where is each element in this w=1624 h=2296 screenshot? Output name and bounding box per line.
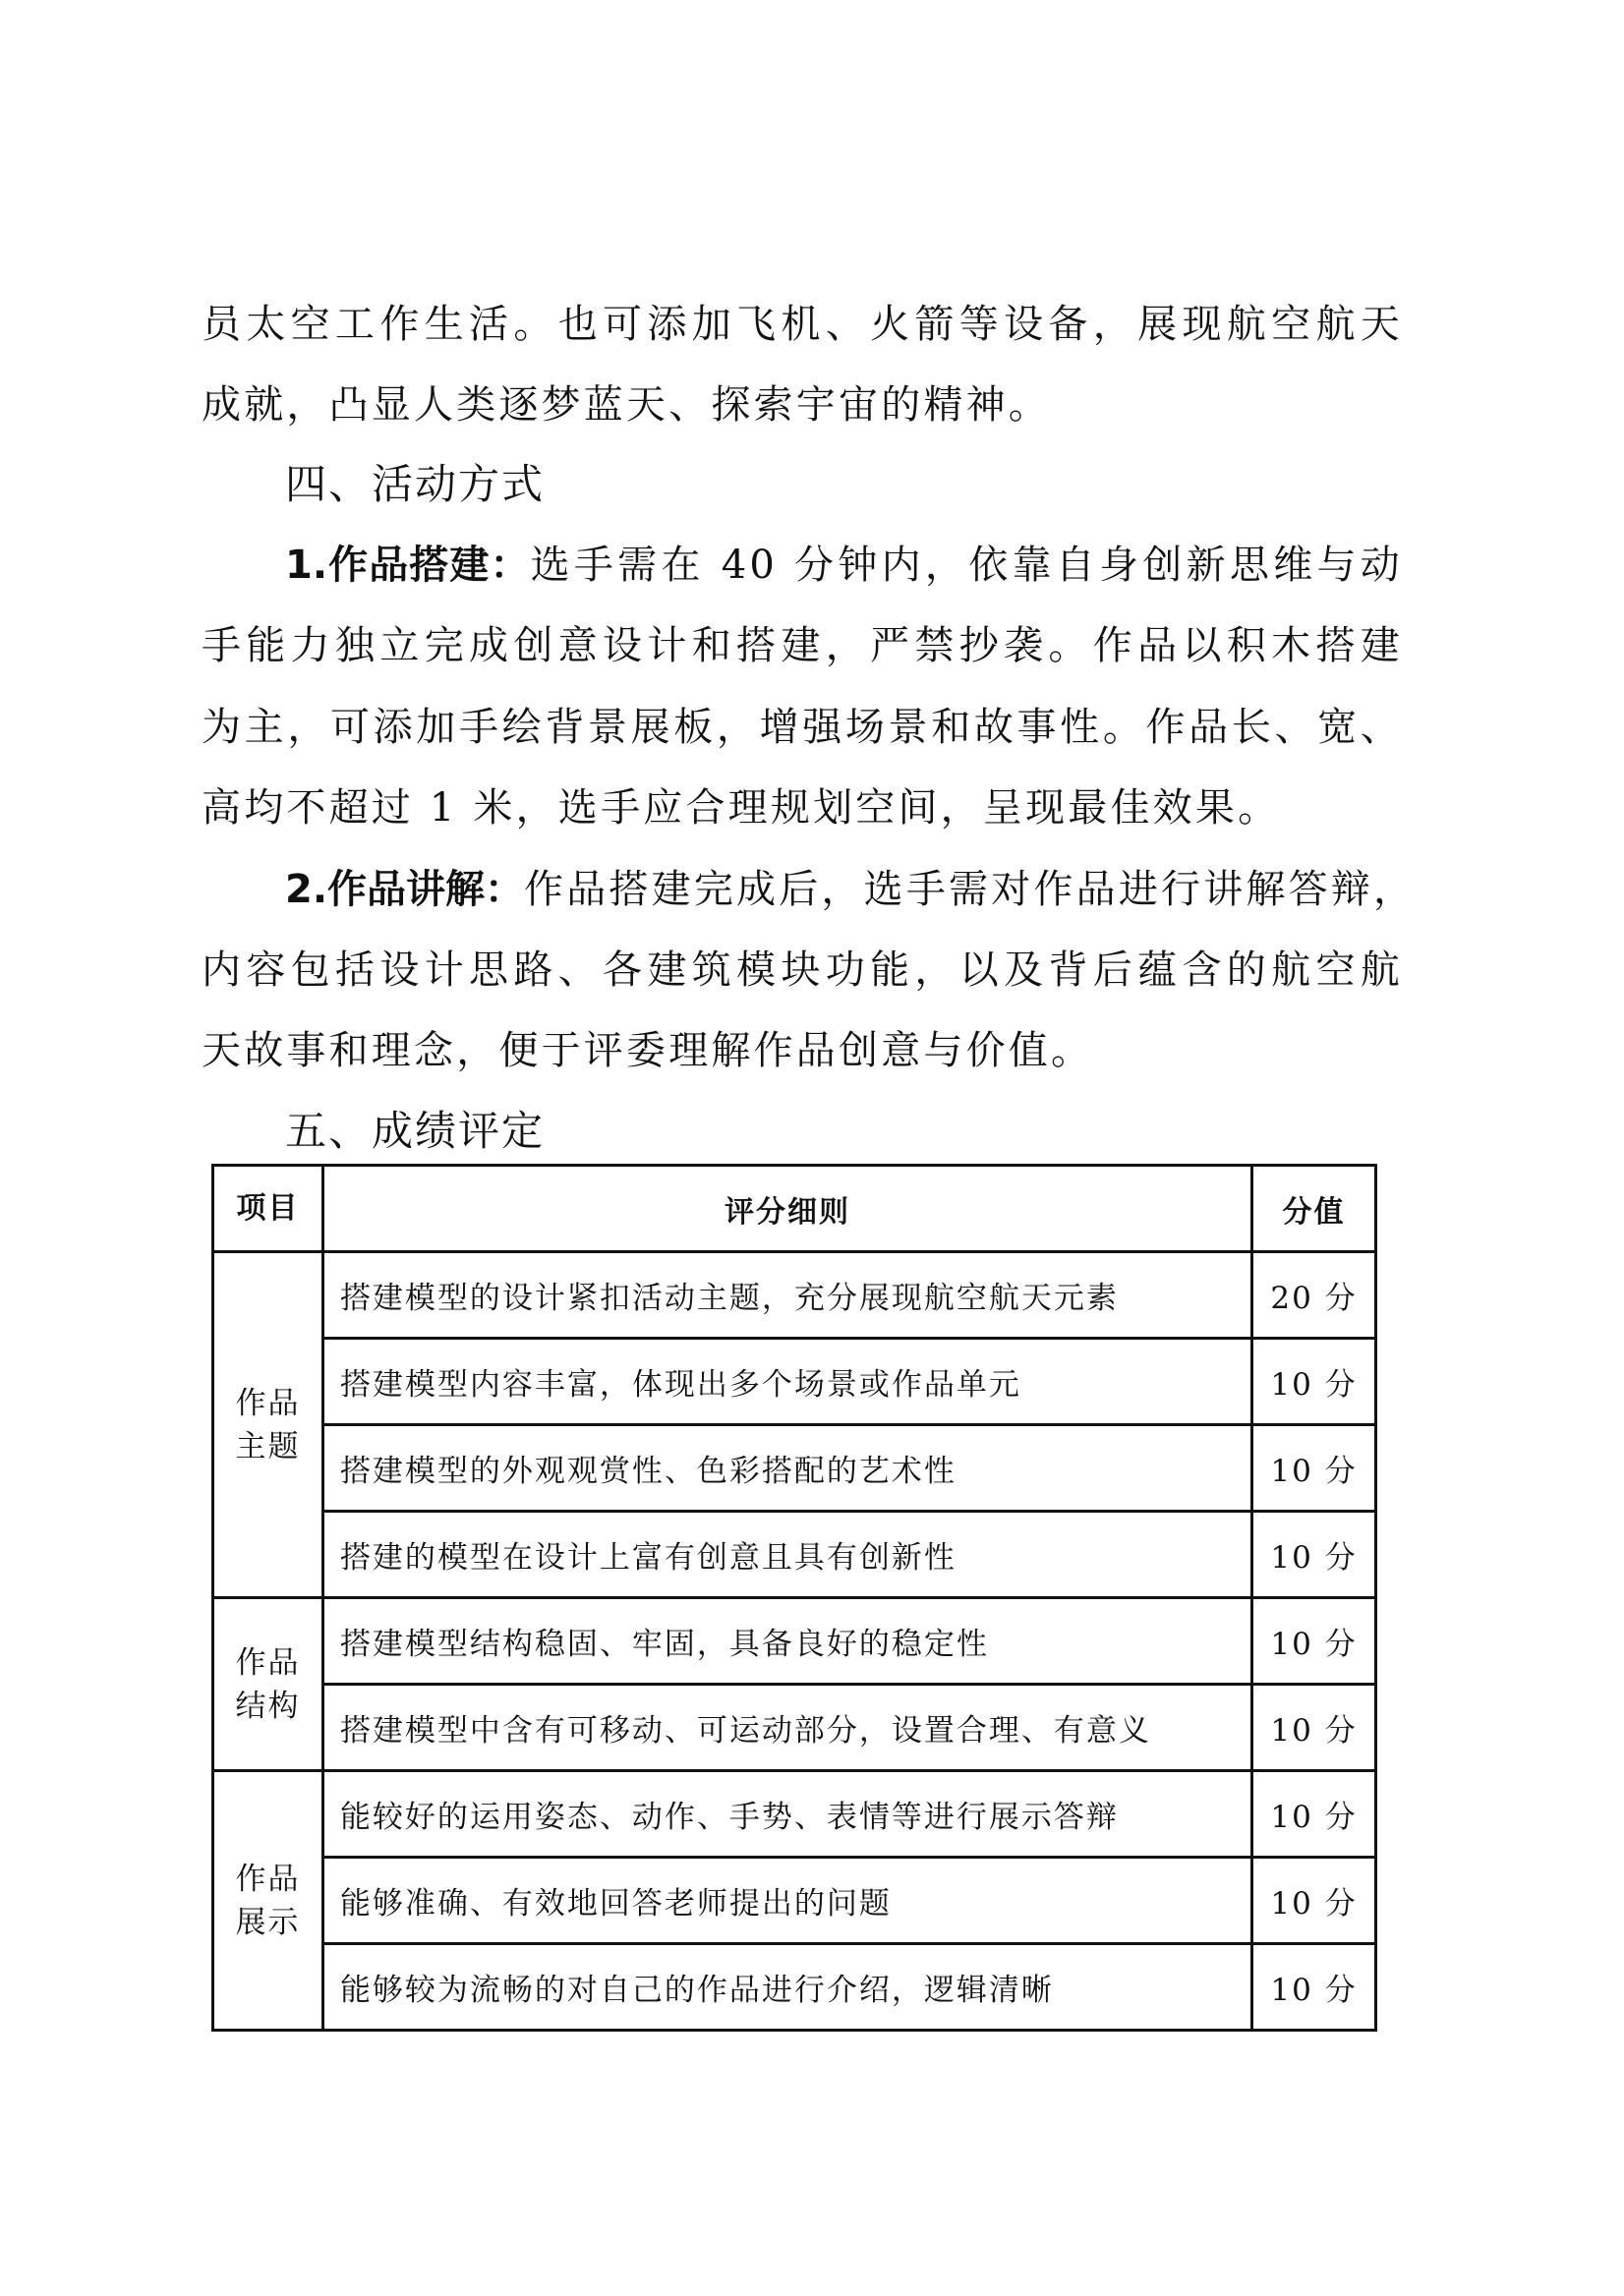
score-cell: 10 分: [1252, 1685, 1376, 1771]
table-row: [213, 1512, 1376, 1598]
section-heading-activity-method: 四、活动方式: [285, 460, 546, 508]
table-header-row: [213, 1166, 1376, 1252]
table-row: [213, 1944, 1376, 2031]
score-cell: 10 分: [1252, 1858, 1376, 1944]
score-cell: 10 分: [1252, 1339, 1376, 1425]
paragraph-line: 手能力独立完成创意设计和搭建，严禁抄袭。作品以积木搭建: [202, 623, 1403, 668]
section-heading-scoring: 五、成绩评定: [285, 1107, 546, 1155]
score-cell: 20 分: [1252, 1252, 1376, 1339]
group-name-structure: 作品 结构: [213, 1598, 323, 1771]
item-label: 1.作品搭建：: [285, 543, 531, 588]
table-row: [213, 1339, 1376, 1425]
rule-cell: 搭建模型的设计紧扣活动主题，充分展现航空航天元素: [322, 1252, 1251, 1339]
score-cell: 10 分: [1252, 1512, 1376, 1598]
rule-cell: 搭建模型的外观观赏性、色彩搭配的艺术性: [322, 1425, 1251, 1512]
rule-cell: 搭建模型内容丰富，体现出多个场景或作品单元: [322, 1339, 1251, 1425]
paragraph-line: 高均不超过 1 米，选手应合理规划空间，呈现最佳效果。: [202, 785, 1281, 831]
header-score: 分值: [1252, 1166, 1376, 1252]
item-label: 2.作品讲解：: [285, 867, 525, 912]
paragraph-line: 内容包括设计思路、各建筑模块功能，以及背后蕴含的航空航: [202, 947, 1403, 993]
paragraph-line: 为主，可添加手绘背景展板，增强场景和故事性。作品长、宽、: [202, 705, 1403, 750]
table-row: [213, 1685, 1376, 1771]
scoring-table: [211, 1164, 1377, 2032]
rule-cell: 搭建的模型在设计上富有创意且具有创新性: [322, 1512, 1251, 1598]
table-row: [213, 1252, 1376, 1339]
score-cell: 10 分: [1252, 1771, 1376, 1858]
item-text: 选手需在 40 分钟内，依靠自身创新思维与动: [530, 543, 1404, 588]
group-name-theme: 作品 主题: [213, 1252, 323, 1598]
table-row: [213, 1425, 1376, 1512]
score-cell: 10 分: [1252, 1425, 1376, 1512]
rule-cell: 能够准确、有效地回答老师提出的问题: [322, 1858, 1251, 1944]
score-cell: 10 分: [1252, 1598, 1376, 1685]
paragraph-line: [285, 866, 1417, 913]
paragraph-line: [285, 542, 1403, 589]
table-row: [213, 1598, 1376, 1685]
header-item: 项目: [213, 1166, 323, 1252]
rule-cell: 能较好的运用姿态、动作、手势、表情等进行展示答辩: [322, 1771, 1251, 1858]
rule-cell: 搭建模型结构稳固、牢固，具备良好的稳定性: [322, 1598, 1251, 1685]
rule-cell: 能够较为流畅的对自己的作品进行介绍，逻辑清晰: [322, 1944, 1251, 2031]
table-row: [213, 1771, 1376, 1858]
paragraph-line: 成就，凸显人类逐梦蓝天、探索宇宙的精神。: [202, 382, 1051, 428]
paragraph-line: 天故事和理念，便于评委理解作品创意与价值。: [202, 1028, 1094, 1073]
item-text: 作品搭建完成后，选手需对作品进行讲解答辩，: [524, 867, 1417, 912]
paragraph-line: 员太空工作生活。也可添加飞机、火箭等设备，展现航空航天: [202, 302, 1403, 347]
table-row: [213, 1858, 1376, 1944]
score-cell: 10 分: [1252, 1944, 1376, 2031]
header-rules: 评分细则: [322, 1166, 1251, 1252]
rule-cell: 搭建模型中含有可移动、可运动部分，设置合理、有意义: [322, 1685, 1251, 1771]
group-name-presentation: 作品 展示: [213, 1771, 323, 2031]
